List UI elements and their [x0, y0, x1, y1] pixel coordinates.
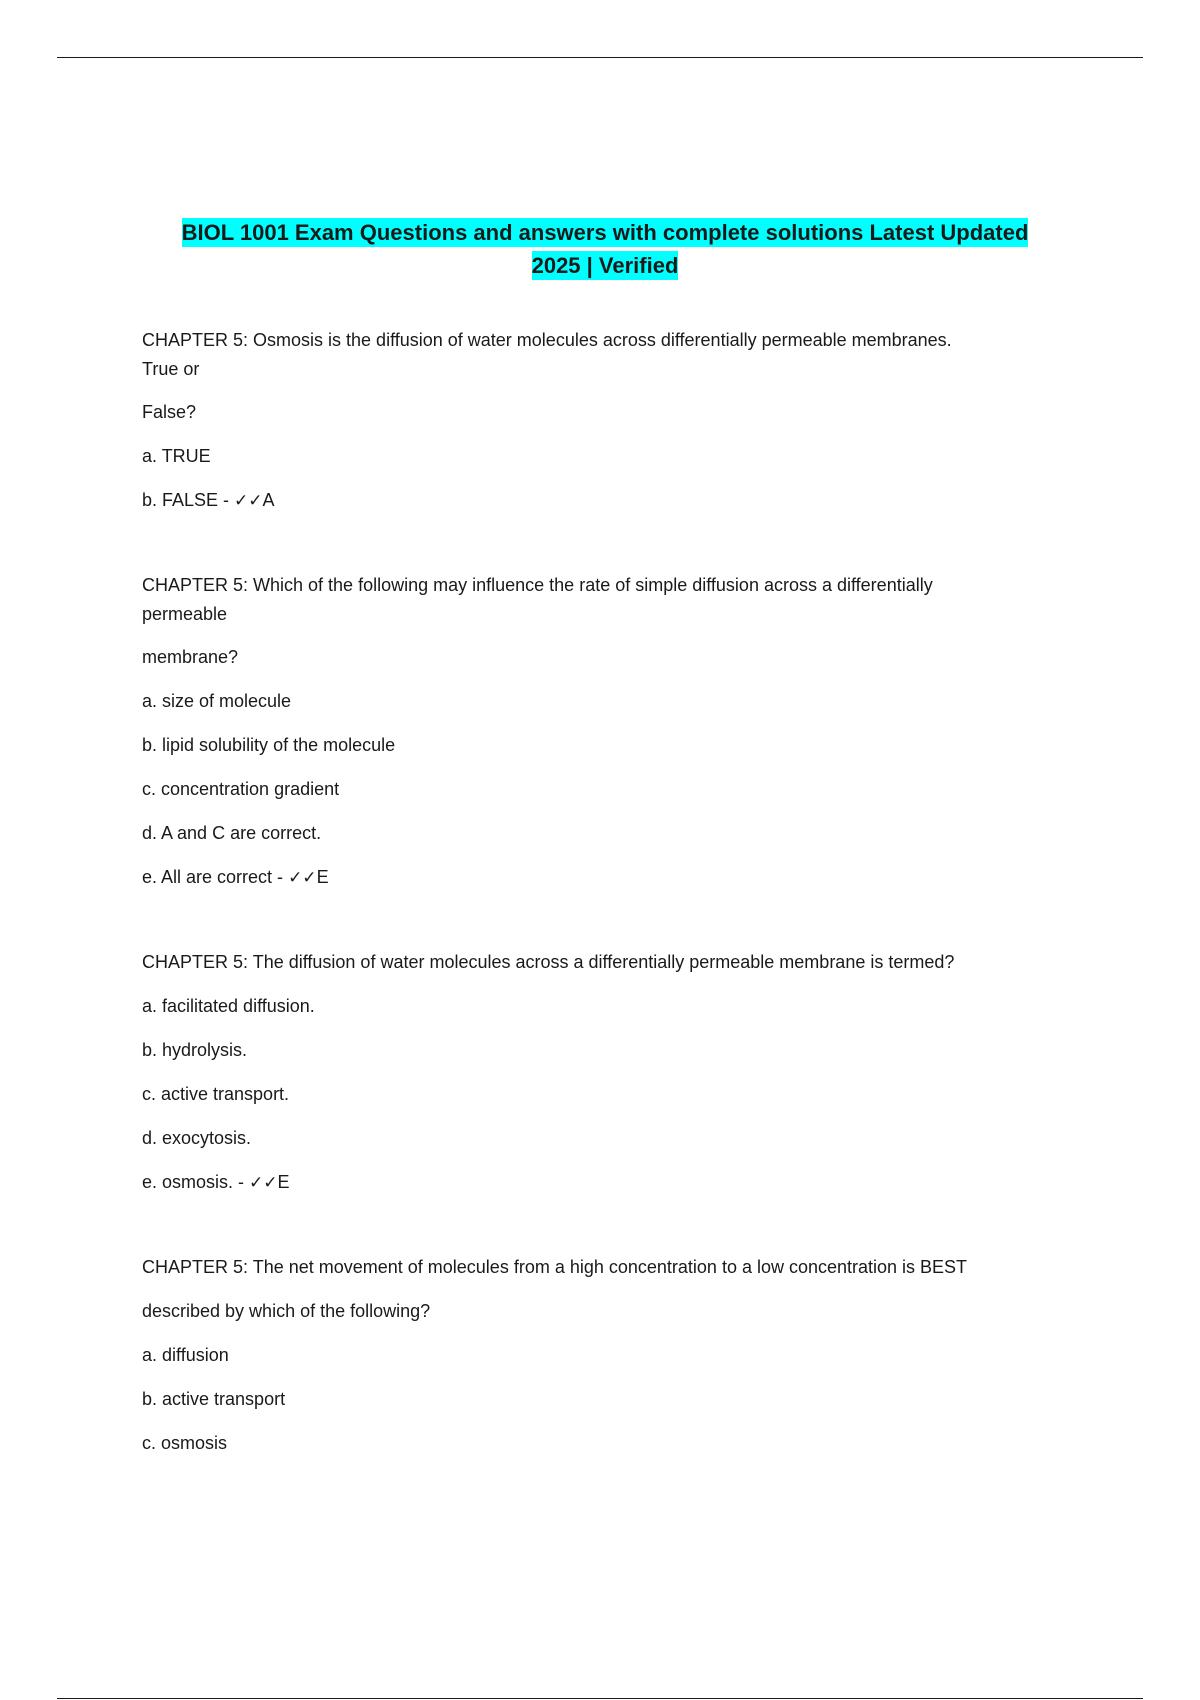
correct-answer-option: b. FALSE - ✓✓A	[142, 490, 275, 511]
answer-letter: A	[262, 490, 275, 510]
correct-answer-option: e. osmosis. - ✓✓E	[142, 1172, 290, 1193]
question-block-1	[142, 326, 1062, 516]
check-marks-icon: ✓✓	[249, 1173, 278, 1193]
check-marks-icon: ✓✓	[288, 868, 317, 888]
correct-answer-option: e. All are correct - ✓✓E	[142, 867, 329, 888]
question-block-2	[142, 571, 1062, 893]
answer-letter: E	[316, 867, 329, 887]
question-text-continued: membrane?	[142, 647, 239, 667]
question-text: CHAPTER 5: Osmosis is the diffusion of water molecules across differentially permeable membranes. True or	[142, 330, 952, 379]
question-block-3	[142, 948, 1062, 1198]
answer-option: a. diffusion	[142, 1345, 229, 1365]
answer-option: a. TRUE	[142, 446, 211, 466]
answer-option: c. osmosis	[142, 1433, 228, 1453]
answer-letter: E	[277, 1172, 290, 1192]
answer-option: b. lipid solubility of the molecule	[142, 735, 396, 755]
title-line-2: 2025 | Verified	[531, 253, 679, 278]
answer-option: d. A and C are correct.	[142, 823, 322, 843]
title-line-1: BIOL 1001 Exam Questions and answers with complete solutions Latest Updated	[181, 220, 1029, 245]
question-block-4	[142, 1253, 1062, 1458]
answer-option: c. active transport.	[142, 1084, 290, 1104]
question-text-continued: described by which of the following?	[142, 1301, 431, 1321]
answer-option: a. size of molecule	[142, 691, 292, 711]
question-text: CHAPTER 5: The diffusion of water molecules across a differentially permeable membrane is termed?	[142, 952, 955, 972]
check-marks-icon: ✓✓	[234, 491, 263, 511]
question-list	[142, 326, 1062, 1473]
answer-option: b. hydrolysis.	[142, 1040, 248, 1060]
question-text: CHAPTER 5: The net movement of molecules from a high concentration to a low concentration is BEST	[142, 1257, 968, 1277]
answer-option: d. exocytosis.	[142, 1128, 252, 1148]
top-rule	[57, 57, 1143, 58]
page-title	[140, 216, 1070, 282]
answer-option: b. active transport	[142, 1389, 286, 1409]
answer-option: a. facilitated diffusion.	[142, 996, 315, 1016]
question-text: CHAPTER 5: Which of the following may influence the rate of simple diffusion across a differentially permeable	[142, 575, 933, 624]
answer-option: c. concentration gradient	[142, 779, 340, 799]
bottom-rule	[57, 1698, 1143, 1699]
question-text-continued: False?	[142, 402, 197, 422]
